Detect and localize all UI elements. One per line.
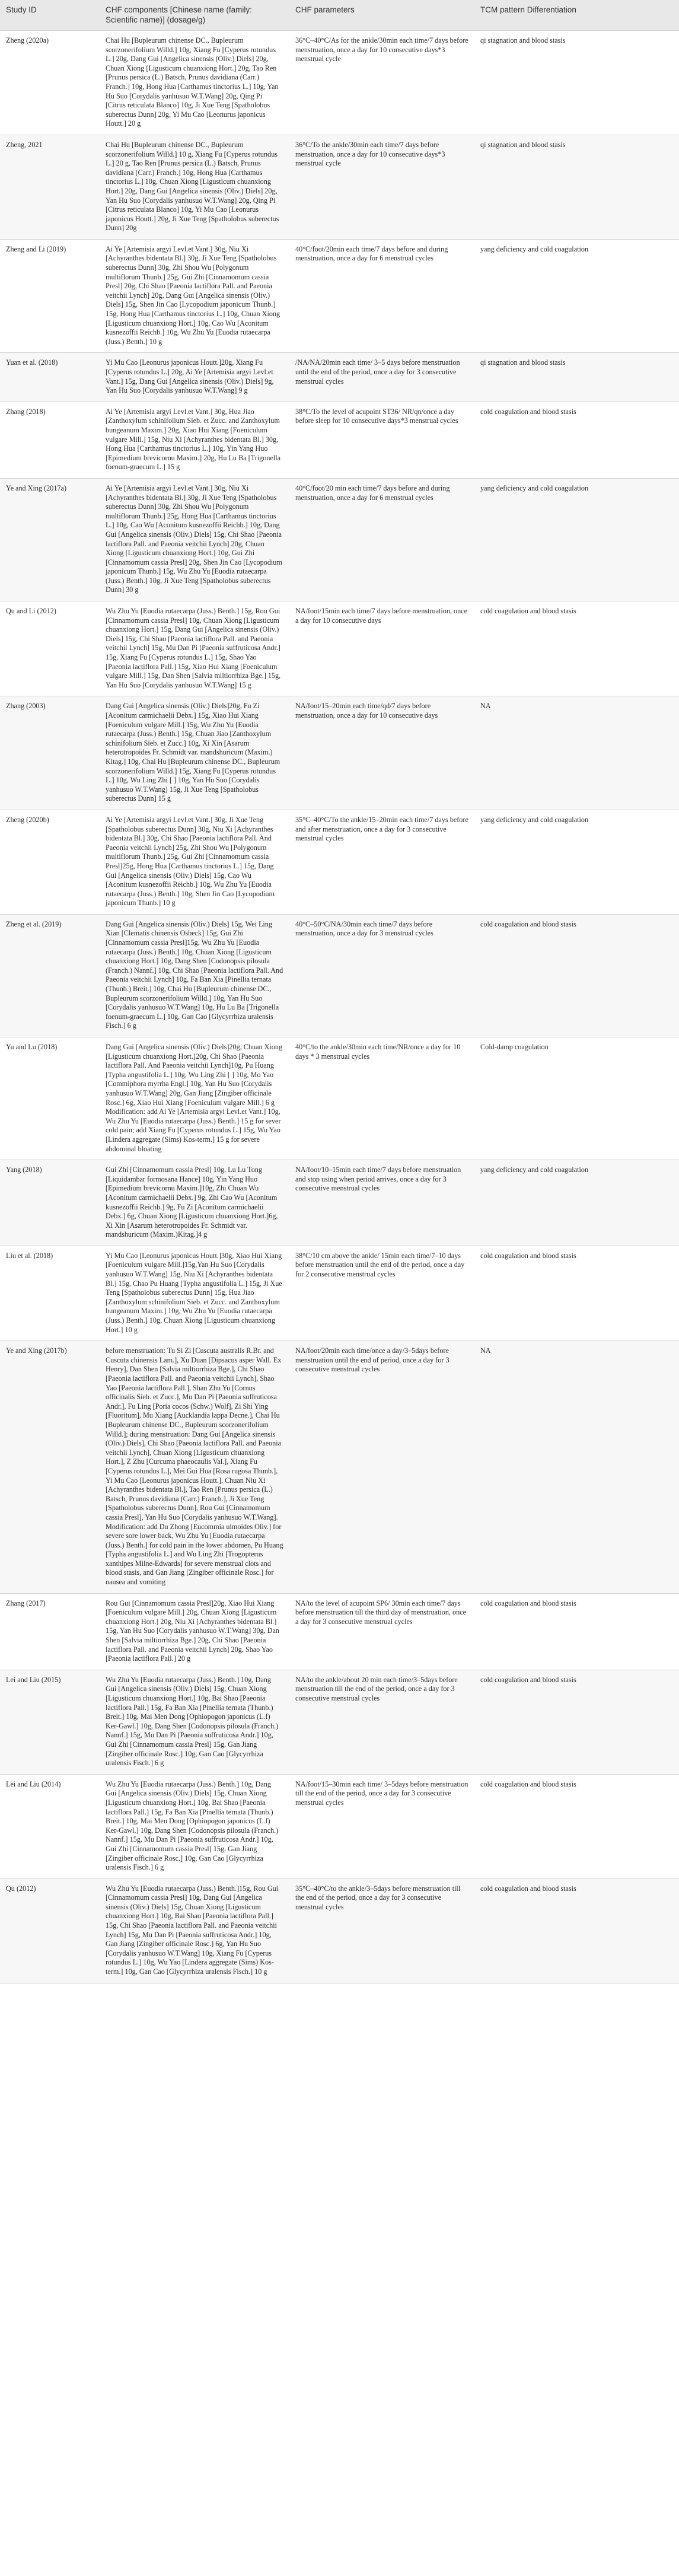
cell-study-id: Zhang (2017) [0,1593,100,1670]
cell-chf-components: Ai Ye [Artemisia argyi Levl.et Vant.] 30g, Niu Xi [Achyranthes bidentata Bl.] 30g, Ji Xue Teng [Spatholobus suberectus Dunn] 30g, Zhi Shou Wu [Polygonum multiflorum Thunb.] 25g, Hong Hua [Carthamus tinctorius L.] 10g, Cao Wu [Aconitum kusnezoffii Reichb.] 10g, Dang Gui [Angelica sinensis (Oliv.) Diels] 15g, Chi Shao [Paeonia lactiflora Pall. and Paeonia veitchii Lynch] 20g, Chuan Xiong [Ligusticum chuanxiong Hort.] 10g, Gui Zhi [Cinnamomum cassia Presl] 20g, Shen Jin Cao [Lycopodium japonicum Thunb.] 15g, Wu Zhu Yu [Euodia rutaecarpa (Juss.) Benth.] 10g, Ji Xue Teng [Spatholobus suberectus Dunn] 30 g [100,478,289,601]
cell-tcm-pattern: cold coagulation and blood stasis [474,402,679,478]
cell-chf-parameters: 40°C–50°C/NA/30min each time/7 days before menstruation, once a day for 3 menstrual cycles [289,914,474,1037]
cell-chf-parameters: NA/foot/15min each time/7 days before menstruation, once a day for 10 consecutive days [289,601,474,696]
cell-tcm-pattern: cold coagulation and blood stasis [474,1878,679,1983]
table-row [0,135,679,239]
header-study-id: Study ID [0,0,100,31]
cell-chf-parameters: NA/to the level of acupoint SP6/ 30min each time/7 days before menstruation till the third day of menstruation, once a day for 3 consecutive menstrual cycles [289,1593,474,1670]
cell-chf-parameters: 40°C/foot/20min each time/7 days before and during menstruation, once a day for 6 menstrual cycles [289,239,474,353]
cell-chf-components: Dang Gui [Angelica sinensis (Oliv.) Diels]20g, Fu Zi [Aconitum carmichaelii Debx.] 15g, Xiao Hui Xiang [Foeniculum vulgare Mill.] 15g, Wu Zhu Yu [Euodia rutaecarpa (Juss.) Benth.] 15g, Chuan Jiao [Zanthoxylum schinifolium Sieb. et Zucc.] 10g, Xi Xin [Asarum heterotropoides Fr. Schmidt var. mandshuricum (Maxim.) Kitag.] 10g, Chai Hu [Bupleurum chinense DC., Bupleurum scorzonerifolium Willd.] 15g, Xiang Fu [Cyperus rotundus L.] 10g, Wu Ling Zhi [ ] 10g, Yan Hu Suo [Corydalis yanhusuo W.T.Wang] 15g, Ji Xue Teng [Spatholobus suberectus Dunn] 15 g [100,696,289,810]
cell-chf-parameters: 40°C/to the ankle/30min each time/NR/once a day for 10 days * 3 menstrual cycles [289,1037,474,1160]
cell-chf-parameters: 35°C–40°C/To the ankle/15–20min each time/7 days before and after menstruation, once a day for 3 consecutive menstrual cycles [289,810,474,914]
cell-study-id: Qu and Li (2012) [0,601,100,696]
cell-tcm-pattern: cold coagulation and blood stasis [474,1246,679,1340]
table-row [0,914,679,1037]
cell-tcm-pattern: cold coagulation and blood stasis [474,1774,679,1878]
cell-study-id: Lei and Liu (2015) [0,1670,100,1774]
table-row [0,810,679,914]
table-row [0,402,679,478]
cell-study-id: Zhang (2003) [0,696,100,810]
cell-tcm-pattern: yang deficiency and cold coagulation [474,1160,679,1246]
cell-study-id: Yuan et al. (2018) [0,353,100,402]
cell-study-id: Zheng and Li (2019) [0,239,100,353]
cell-chf-components: Wu Zhu Yu [Euodia rutaecarpa (Juss.) Benth.] 15g, Rou Gui [Cinnamomum cassia Presl] 10g, Chuan Xiong [Ligusticum chuanxiong Hort.] 15g, Dang Gui [Angelica sinensis (Oliv.) Diels] 15g, Chi Shao [Paeonia lactiflora Pall. and Paeonia veitchii Lynch] 15g, Mu Dan Pi [Paeonia suffruticosa Andr.] 15g, Xiang Fu [Cyperus rotundus L.] 15g, Shao Yao [Paeonia lactiflora Pall.] 15g, Xiao Hui Xiang [Foeniculum vulgare Mill.] 15g, Dan Shen [Salvia miltiorrhiza Bge.] 15g, Yan Hu Suo [Corydalis yanhusuo W.T.Wang] 15 g [100,601,289,696]
cell-study-id: Lei and Liu (2014) [0,1774,100,1878]
cell-study-id: Ye and Xing (2017b) [0,1341,100,1593]
cell-chf-parameters: NA/to the ankle/about 20 min each time/3–5days before menstruation till the end of the period, once a day for 3 consecutive menstrual cycles [289,1670,474,1774]
cell-tcm-pattern: yang deficiency and cold coagulation [474,239,679,353]
cell-tcm-pattern: Cold-damp coagulation [474,1037,679,1160]
cell-chf-components: Rou Gui [Cinnamomum cassia Presl]20g, Xiao Hui Xiang [Foeniculum vulgare Mill.] 20g, Chuan Xiong [Ligusticum chuanxiong Hort.] 20g, Niu Xi [Achyranthes bidentata Bl.] 15g, Yan Hu Suo [Corydalis yanhusuo W.T.Wang] 30g, Dan Shen [Salvia miltiorrhiza Bge.] 20g, Chi Shao [Paeonia lactiflora Pall. and Paeonia veitchii Lynch] 20g, Shao Yao [Paeonia lactiflora Pall.] 20 g [100,1593,289,1670]
table-row [0,1246,679,1340]
table-row [0,696,679,810]
table-row [0,601,679,696]
cell-chf-components: Ai Ye [Artemisia argyi Levl.et Vant.] 30g, Hua Jiao [Zanthoxylum schinifolium Sieb. et Zucc. and Zanthoxylum bungeanum Maxim.] 20g, Xiao Hui Xiang [Foeniculum vulgare Mill.] 15g, Niu Xi [Achyranthes bidentata Bl.] 30g, Hong Hua [Carthamus tinctorius L.] 10g, Yin Yang Huo [Epimedium brevicornu Maxim.] 20g, Hu Lu Ba [Trigonella foenum-graecum L.] 15 g [100,402,289,478]
cell-tcm-pattern: yang deficiency and cold coagulation [474,478,679,601]
cell-chf-components: Wu Zhu Yu [Euodia rutaecarpa (Juss.) Benth.]15g, Rou Gui [Cinnamomum cassia Presl] 10g, Dang Gui [Angelica sinensis (Oliv.) Diels] 15g, Chuan Xiong [Ligusticum chuanxiong Hort.] 10g, Bai Shao [Paeonia lactiflora Pall.] 15g, Chi Shao [Paeonia lactiflora Pall. and Paeonia veitchii Lynch] 15g, Mu Dan Pi [Paeonia suffruticosa Andr.] 10g, Gan Jiang [Zingiber officinale Rosc.] 6g, Yan Hu Suo [Corydalis yanhusuo W.T.Wang] 10g, Xiang Fu [Cyperus rotundus L.] 10g, Wu Yao [Lindera aggregate (Sims) Kos-term.] 10g, Gan Cao [Glycyrrhiza uralensis Fisch.] 10 g [100,1878,289,1983]
header-tcm-pattern: TCM pattern Differentiation [474,0,679,31]
table-row [0,1593,679,1670]
cell-chf-components: Yi Mu Cao [Leonurus japonicus Houtt.]30g, Xiao Hui Xiang [Foeniculum vulgare Mill.]15g,Yan Hu Suo [Corydalis yanhusuo W.T.Wang] 15g, Niu Xi [Achyranthes bidentata Bl.] 15g, Chao Pu Huang [Typha angustifolia L.] 15g, Ji Xue Teng [Spatholobus suberectus Dunn] 15g, Hua Jiao [Zanthoxylum schinifolium Sieb. et Zucc. and Zanthoxylum bungeanum Maxim.] 10g, Wu Zhu Yu [Euodia rutaecarpa (Juss.) Benth.] 10g, Chuan Xiong [Ligusticum chuanxiong Hort.] 10 g [100,1246,289,1340]
cell-study-id: Zheng (2020b) [0,810,100,914]
table-row [0,1878,679,1983]
header-chf-parameters: CHF parameters [289,0,474,31]
cell-chf-parameters: 35°C–40°C/to the ankle/3–5days before menstruation till the end of the period, once a day for 3 consecutive menstrual cycles [289,1878,474,1983]
cell-tcm-pattern: cold coagulation and blood stasis [474,1593,679,1670]
cell-chf-components: Wu Zhu Yu [Euodia rutaecarpa (Juss.) Benth.] 10g, Dang Gui [Angelica sinensis (Oliv.) Diels] 15g, Chuan Xiong [Ligusticum chuanxiong Hort.] 10g, Bai Shao [Paeonia lactiflora Pall.] 15g, Fa Ban Xia [Pinellia ternata (Thunb.) Breit.] 10g, Mai Men Dong [Ophiopogon japonicus (L.f) Ker-Gawl.] 10g, Dang Shen [Codonopsis pilosula (Franch.) Nannf.] 15g, Mu Dan Pi [Paeonia suffruticosa Andr.] 10g, Gui Zhi [Cinnamomum cassia Presl] 15g, Gan Jiang [Zingiber officinale Rosc.] 10g, Gan Cao [Glycyrrhiza uralensis Fisch.] 6 g [100,1774,289,1878]
cell-tcm-pattern: qi stagnation and blood stasis [474,353,679,402]
cell-chf-parameters: NA/foot/15–20min each time/qd/7 days before menstruation, once a day for 10 consecutive days [289,696,474,810]
cell-chf-components: Dang Gui [Angelica sinensis (Oliv.) Diels]20g, Chuan Xiong [Ligusticum chuanxiong Hort.]20g, Chi Shao [Paeonia lactiflora Pall. And Paeonia veitchii Lynch]10g, Pu Huang [Typha angustifolia L.] 10g, Wu Ling Zhi [ ] 10g, Mo Yao [Commiphora myrrha Engl.] 10g, Yan Hu Suo [Corydalis yanhusuo W.T.Wang] 20g, Gan Jiang [Zingiber officinale Rosc.] 6g, Xiao Hui Xiang [Foeniculum vulgare Mill.] 6 g Modification: add Ai Ye [Artemisia argyi Levl.et Vant.] 10g, Wu Zhu Yu [Euodia rutaecarpa (Juss.) Benth.] 15 g for sever cold pain; add Xiang Fu [Cyperus rotundus L.] 15g, Wu Yao [Lindera aggregate (Sims) Kos-term.] 15 g for severe abdominal bloating [100,1037,289,1160]
cell-chf-parameters: NA/foot/10–15min each time/7 days before menstruation and stop using when period arrives, once a day for 3 consecutive menstrual cycles [289,1160,474,1246]
cell-tcm-pattern: NA [474,696,679,810]
cell-chf-parameters: 36°C/To the ankle/30min each time/7 days before menstruation, once a day for 10 consecutive days*3 menstrual cycle [289,135,474,239]
cell-chf-components: before menstruation: Tu Si Zi [Cuscuta australis R.Br. and Cuscuta chinensis Lam.], Xu Duan [Dipsacus asper Wall. Ex Henry], Dan Shen [Salvia miltiorrhiza Bge.], Chi Shao [Paeonia lactiflora Pall. and Paeonia veitchii Lynch], Shao Yao [Paeonia lactiflora Pall.], Shan Zhu Yu [Cornus officinalis Sieb. et Zucc.], Mu Dan Pi [Paeonia suffruticosa Andr.], Fu Ling [Poria cocos (Schw.) Wolf], Zi Shi Ying [Fluoritum], Mu Xiang [Aucklandia lappa Decne.], Chai Hu [Bupleurum chinense DC., Bupleurum scorzonerifolium Willd.]; during menstruation: Dang Gui [Angelica sinensis (Oliv.) Diels], Chi Shao [Paeonia lactiflora Pall. and Paeonia veitchii Lynch], Chuan Xiong [Ligusticum chuanxiong Hort.], Z Zhu [Curcuma phaeocaulis Val.], Xiang Fu [Cyperus rotundus L.], Mei Gui Hua [Rosa rugosa Thunb.], Yi Mu Cao [Leonurus japonicus Houtt.], Chuan Niu Xi [Achyranthes bidentata Bl.], Tao Ren [Prunus persica (L.) Batsch, Prunus davidiana (Carr.) Franch.], Ji Xue Teng [Spatholobus suberectus Dunn], Rou Gui [Cinnamomum cassia Presl], Yan Hu Suo [Corydalis yanhusuo W.T.Wang]. Modification: add Du Zhong [Eucommia ulmoides Oliv.] for severe sore lower back, Wu Zhu Yu [Euodia rutaecarpa (Juss.) Benth.] for cold pain in the lower abdomen, Pu Huang [Typha angustifolia L.] and Wu Ling Zhi [Trogopterus xanthipes Milne-Edwards] for severe menstrual clots and blood stasis, and Gan Jiang [Zingiber officinale Rosc.] for nausea and vomiting [100,1341,289,1593]
table-row [0,1670,679,1774]
cell-chf-components: Ai Ye [Artemisia argyi Levl.et Vant.] 30g, Ji Xue Teng [Spatholobus suberectus Dunn] 30g, Niu Xi [Achyranthes bidentata Bl.] 30g, Chi Shao [Paeonia lactiflora Pall. And Paeonia veitchii Lynch] 25g, Zhi Shou Wu [Polygonum multiflorum Thunb.] 25g, Gui Zhi [Cinnamomum cassia Presl]25g, Hong Hua [Carthamus tinctorius L.] 15g, Dang Gui [Angelica sinensis (Oliv.) Diels] 15g, Cao Wu [Aconitum kusnezoffii Reichb.] 10g, Wu Zhu Yu [Euodia rutaecarpa (Juss.) Benth.] 10g, Shen Jin Cao [Lycopodium japonicum Thunb.] 10 g [100,810,289,914]
cell-study-id: Ye and Xing (2017a) [0,478,100,601]
cell-study-id: Zheng, 2021 [0,135,100,239]
cell-chf-components: Dang Gui [Angelica sinensis (Oliv.) Diels] 15g, Wei Ling Xian [Clematis chinensis Osbeck] 15g, Gui Zhi [Cinnamomum cassia Presl]15g, Wu Zhu Yu [Euodia rutaecarpa (Juss.) Benth.] 10g, Chuan Xiong [Ligusticum chuanxiong Hort.] 10g, Dang Shen [Codonopsis pilosula (Franch.) Nannf.] 10g, Chi Shao [Paeonia lactiflora Pall. And Paeonia veitchii Lynch] 10g, Fa Ban Xia [Pinellia ternata (Thunb.) Breit.] 10g, Chai Hu [Bupleurum chinense DC., Bupleurum scorzonerifolium Willd.] 10g, Yan Hu Suo [Corydalis yanhusuo W.T.Wang] 10g, Hu Lu Ba [Trigonella foenum-graecum L.] 10g, Gan Cao [Glycyrrhiza uralensis Fisch.] 6 g [100,914,289,1037]
cell-chf-components: Yi Mu Cao [Leonurus japonicus Houtt.]20g, Xiang Fu [Cyperus rotundus L.] 20g, Ai Ye [Artemisia argyi Levl.et Vant.] 15g, Dang Gui [Angelica sinensis (Oliv.) Diels] 9g, Yan Hu Suo [Corydalis yanhusuo W.T.Wang] 9 g [100,353,289,402]
cell-chf-components: Chai Hu [Bupleurum chinense DC., Bupleurum scorzonerifolium Willd.] 10 g, Xiang Fu [Cyperus rotundus L.] 20 g, Tao Ren [Prunus persica (L.) Batsch, Prunus davidiana (Carr.) Franch.] 10g, Hong Hua [Carthamus tinctorius L.] 10g, Chuan Xiong [Ligusticum chuanxiong Hort.] 20g, Dang Gui [Angelica sinensis (Oliv.) Diels] 20g, Yan Hu Suo [Corydalis yanhusuo W.T.Wang] 20g, Qing Pi [Citrus reticulata Blanco] 10g, Yi Mu Cao [Leonurus japonicus Houtt.] 20g, Ji Xue Teng [Spatholobus suberectus Dunn] 20g [100,135,289,239]
cell-chf-components: Gui Zhi [Cinnamomum cassia Presl] 10g, Lu Lu Tong [Liquidambar formosana Hance] 10g, Yin Yang Huo [Epimedium brevicornu Maxim.]10g, Zhi Chuan Wu [Aconitum carmichaelii Debx.] 9g, Zhi Cao Wu [Aconitum kusnezoffii Reichb.] 9g, Fu Zi [Aconitum carmichaelii Debx.] 6g, Chuan Xiong [Ligusticum chuanxiong Hort.]6g, Xi Xin [Asarum heterotropoides Fr. Schmidt var. mandshuricum (Maxim.)Kitag.]4 g [100,1160,289,1246]
table-row [0,1774,679,1878]
cell-tcm-pattern: qi stagnation and blood stasis [474,31,679,135]
table-row [0,1341,679,1593]
cell-study-id: Yu and Lu (2018) [0,1037,100,1160]
cell-study-id: Qu (2012) [0,1878,100,1983]
cell-study-id: Zheng et al. (2019) [0,914,100,1037]
cell-chf-parameters: /NA/NA/20min each time/ 3–5 days before menstruation until the end of the period, once a day for 3 consecutive menstrual cycles [289,353,474,402]
table-row [0,31,679,135]
cell-tcm-pattern: cold coagulation and blood stasis [474,914,679,1037]
cell-tcm-pattern: cold coagulation and blood stasis [474,1670,679,1774]
cell-tcm-pattern: cold coagulation and blood stasis [474,601,679,696]
cell-chf-parameters: 38°C/10 cm above the ankle/ 15min each time/7–10 days before menstruation until the end of the period, once a day for 2 consecutive menstrual cycles [289,1246,474,1340]
cell-tcm-pattern: yang deficiency and cold coagulation [474,810,679,914]
cell-chf-parameters: 40°C/foot/20 min each time/7 days before and during menstruation, once a day for 6 menstrual cycles [289,478,474,601]
header-chf-components: CHF components [Chinese name (family: Scientific name)] (dosage/g) [100,0,289,31]
table-row [0,239,679,353]
cell-study-id: Yang (2018) [0,1160,100,1246]
cell-tcm-pattern: NA [474,1341,679,1593]
cell-study-id: Zheng (2020a) [0,31,100,135]
cell-chf-parameters: NA/foot/20min each time/once a day/3–5days before menstruation until the end of period, once a day for 3 consecutive menstrual cycles [289,1341,474,1593]
cell-chf-components: Chai Hu [Bupleurum chinense DC., Bupleurum scorzonerifolium Willd.] 10g, Xiang Fu [Cyperus rotundus L.] 20g, Dang Gui [Angelica sinensis (Oliv.) Diels] 20g, Chuan Xiong [Ligusticum chuanxiong Hort.] 20g, Tao Ren [Prunus persica (L.) Batsch, Prunus davidiana (Carr.) Franch.] 10g, Hong Hua [Carthamus tinctorius L.] 10g, Yan Hu Suo [Corydalis yanhusuo W.T.Wang] 20g, Qing Pi [Citrus reticulata Blanco] 10g, Ji Xue Teng [Spatholobus suberectus Dunn] 20g, Yi Mu Cao [Leonurus japonicus Houtt.] 20 g [100,31,289,135]
cell-chf-components: Ai Ye [Artemisia argyi Levl.et Vant.] 30g, Niu Xi [Achyranthes bidentata Bl.] 30g, Ji Xue Teng [Spatholobus suberectus Dunn] 30g, Zhi Shou Wu [Polygonum multiflorum Thunb.] 25g, Gui Zhi [Cinnamomum cassia Presl] 20g, Chi Shao [Paeonia lactiflora Pall. and Paeonia veitchii Lynch] 20g, Dang Gui [Angelica sinensis (Oliv.) Diels] 15g, Shen Jin Cao [Lycopodium japonicum Thunb.] 15g, Hong Hua [Carthamus tinctorius L.] 10g, Chuan Xiong [Ligusticum chuanxiong Hort.] 10g, Cao Wu [Aconitum kusnezoffii Reichb.] 10g, Wu Zhu Yu [Euodia rutaecarpa (Juss.) Benth.] 10 g [100,239,289,353]
cell-tcm-pattern: qi stagnation and blood stasis [474,135,679,239]
cell-chf-parameters: 38°C/To the level of acupoint ST36/ NR/qn/once a day before sleep for 10 consecutive days*3 menstrual cycles [289,402,474,478]
header-row [0,0,679,31]
table-row [0,1160,679,1246]
cell-chf-parameters: 36°C–40°C/As for the ankle/30min each time/7 days before menstruation, once a day for 10 consecutive days*3 menstrual cycle [289,31,474,135]
cell-study-id: Liu et al. (2018) [0,1246,100,1340]
cell-chf-components: Wu Zhu Yu [Euodia rutaecarpa (Juss.) Benth.] 10g, Dang Gui [Angelica sinensis (Oliv.) Diels] 15g, Chuan Xiong [Ligusticum chuanxiong Hort.] 10g, Bai Shao [Paeonia lactiflora Pall.] 15g, Fa Ban Xia [Pinellia ternata (Thunb.) Breit.] 10g, Mai Men Dong [Ophiopogon japonicus (L.f) Ker-Gawl.] 10g, Dang Shen [Codonopsis pilosula (Franch.) Nannf.] 15g, Mu Dan Pi [Paeonia suffruticosa Andr.] 10g, Gui Zhi [Cinnamomum cassia Presl] 15g, Gan Jiang [Zingiber officinale Rosc.] 10g, Gan Cao [Glycyrrhiza uralensis Fisch.] 6 g [100,1670,289,1774]
table-row [0,353,679,402]
cell-chf-parameters: NA/foot/15–30min each time/ 3–5days before menstruation till the end of the period, once a day for 3 consecutive menstrual cycles [289,1774,474,1878]
table-row [0,1037,679,1160]
table-row [0,478,679,601]
cell-study-id: Zhang (2018) [0,402,100,478]
